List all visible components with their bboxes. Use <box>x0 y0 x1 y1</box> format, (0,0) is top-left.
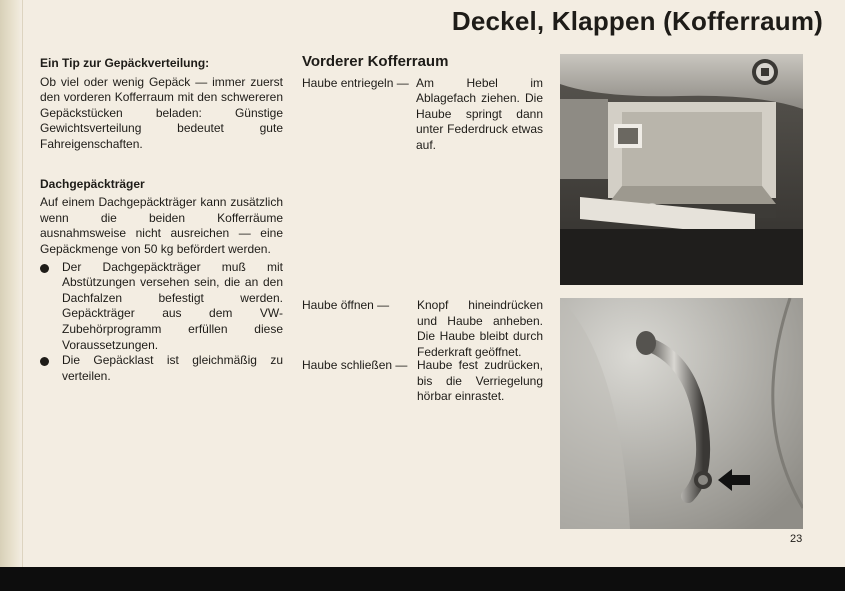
storage-compartment-illustration <box>560 54 803 285</box>
bullet-item <box>40 353 283 384</box>
bullet-dot-icon <box>40 357 49 366</box>
bullet-text: Die Gepäcklast ist gleichmäßig zu verteilen. <box>62 353 283 383</box>
hood-handle-photo <box>560 298 803 529</box>
roof-rack-heading: Dachgepäckträger <box>40 176 145 191</box>
close-term: Haube schließen — <box>302 358 408 372</box>
bullet-text: Der Dachgepäckträger muß mit Abstützungen versehen sein, die an den Dachfalzen befestigt werden. Gepäckträger aus dem VW-Zubehörprogramm erfüllen diese Voraussetzungen. <box>62 259 283 352</box>
front-trunk-heading: Vorderer Kofferraum <box>302 53 449 70</box>
page-number: 23 <box>790 533 803 545</box>
unlock-desc: Am Hebel im Ablagefach ziehen. Die Haube springt dann unter Federdruck etwas auf. <box>416 75 543 152</box>
right-column <box>302 54 545 154</box>
unlock-term: Haube entriegeln — <box>302 75 409 90</box>
bullet-item <box>40 260 283 354</box>
left-column <box>40 56 283 384</box>
open-term: Haube öffnen — <box>302 298 390 312</box>
tip-heading: Ein Tip zur Gepäckverteilung: <box>40 56 210 70</box>
page-title: Deckel, Klappen (Kofferraum) <box>451 6 823 36</box>
open-instruction <box>302 298 545 360</box>
storage-compartment-photo <box>560 54 803 285</box>
tip-text: Ob viel oder wenig Gepäck — immer zuerst den vorderen Kofferraum mit den schwereren Gepäckstücken beladen: Günstige Gewichtsverteilung bedeutet gute Fahreigenschaften. <box>40 74 283 151</box>
bullet-dot-icon <box>40 264 49 273</box>
open-desc: Knopf hineindrücken und Haube anheben. Die Haube bleibt durch Federkraft geöffnet. <box>417 298 543 359</box>
unlock-instruction <box>302 76 545 154</box>
hood-handle-illustration <box>560 298 803 529</box>
roof-rack-text: Auf einem Dachgepäckträger kann zusätzlich wenn die beiden Kofferräume ausnahmsweise nicht ausreichen — eine Gepäckmenge von 50 kg befördert werden. <box>40 195 283 256</box>
close-desc: Haube fest zudrücken, bis die Verriegelung hörbar einrastet. <box>417 358 543 404</box>
page-binding <box>0 0 23 567</box>
close-instruction <box>302 358 545 405</box>
scan-bottom-edge <box>0 567 845 591</box>
roof-rack-bullets <box>40 260 283 385</box>
